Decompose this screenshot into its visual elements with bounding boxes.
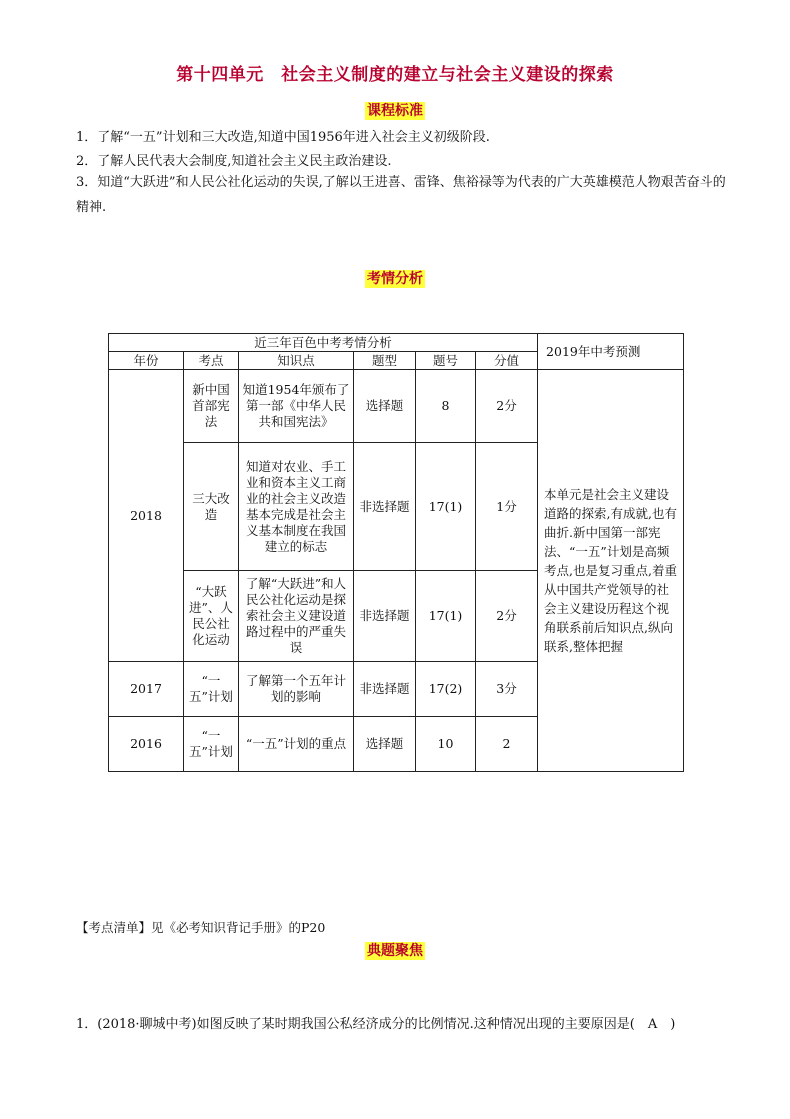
cell-knowledge: 知道对农业、手工业和资本主义工商业的社会主义改造基本完成是社会主义基本制度在我国建立的标志	[239, 443, 354, 571]
question-1-close: )	[657, 1017, 676, 1032]
cell-point: 三大改造	[184, 443, 239, 571]
question-1-answer: A	[647, 1017, 658, 1032]
cell-number: 10	[416, 717, 476, 772]
question-1-text: 1．(2018·聊城中考)如图反映了某时期我国公私经济成分的比例情况.这种情况出现的主要原因是(	[76, 1017, 648, 1032]
cell-type: 选择题	[354, 370, 416, 443]
header-number: 题号	[416, 352, 476, 370]
exam-analysis-table	[108, 333, 684, 772]
section-heading-analysis: 考情分析	[367, 271, 423, 287]
cell-point: “一五”计划	[184, 717, 239, 772]
cell-number: 17(1)	[416, 443, 476, 571]
cell-point: “一五”计划	[184, 662, 239, 717]
cell-type: 非选择题	[354, 662, 416, 717]
prediction-text: 本单元是社会主义建设道路的探索,有成就,也有曲折.新中国第一部宪法、“一五”计划是高频考点,也是复习重点,着重从中国共产党领导的社会主义建设历程这个视角联系前后知识点,纵向联系,整体把握	[538, 370, 684, 772]
cell-number: 17(2)	[416, 662, 476, 717]
header-score: 分值	[476, 352, 538, 370]
standard-item-3: 3．知道“大跃进”和人民公社化运动的失误,了解以王进喜、雷锋、焦裕禄等为代表的广大英雄模范人物艰苦奋斗的精神.	[76, 175, 726, 215]
cell-type: 选择题	[354, 717, 416, 772]
header-year: 年份	[109, 352, 184, 370]
header-knowledge: 知识点	[239, 352, 354, 370]
header-point: 考点	[184, 352, 239, 370]
cell-score: 2	[476, 717, 538, 772]
cell-knowledge: 了解第一个五年计划的影响	[239, 662, 354, 717]
table-row	[109, 370, 684, 443]
cell-score: 1分	[476, 443, 538, 571]
cell-number: 17(1)	[416, 571, 476, 662]
cell-number: 8	[416, 370, 476, 443]
cell-type: 非选择题	[354, 571, 416, 662]
cell-knowledge: “一五”计划的重点	[239, 717, 354, 772]
cell-point: 新中国首部宪法	[184, 370, 239, 443]
cell-knowledge: 知道1954年颁布了第一部《中华人民共和国宪法》	[239, 370, 354, 443]
standard-item-2: 2．了解人民代表大会制度,知道社会主义民主政治建设.	[76, 154, 392, 169]
cell-score: 2分	[476, 571, 538, 662]
cell-year: 2018	[109, 370, 184, 662]
cell-year: 2017	[109, 662, 184, 717]
cell-year: 2016	[109, 717, 184, 772]
reference-note: 【考点清单】见《必考知识背记手册》的P20	[76, 920, 326, 935]
prediction-header: 2019年中考预测	[538, 334, 684, 370]
question-1	[76, 1013, 675, 1032]
cell-score: 3分	[476, 662, 538, 717]
header-type: 题型	[354, 352, 416, 370]
standard-item-1: 1．了解“一五”计划和三大改造,知道中国1956年进入社会主义初级阶段.	[76, 130, 490, 145]
table-caption: 近三年百色中考考情分析	[109, 334, 538, 352]
section-heading-focus: 典题聚焦	[367, 943, 423, 959]
section-heading-standard: 课程标准	[367, 103, 423, 119]
cell-score: 2分	[476, 370, 538, 443]
cell-knowledge: 了解“大跃进”和人民公社化运动是探索社会主义建设道路过程中的严重失误	[239, 571, 354, 662]
cell-type: 非选择题	[354, 443, 416, 571]
cell-point: “大跃进”、人民公社化运动	[184, 571, 239, 662]
unit-title: 第十四单元 社会主义制度的建立与社会主义建设的探索	[176, 65, 614, 85]
